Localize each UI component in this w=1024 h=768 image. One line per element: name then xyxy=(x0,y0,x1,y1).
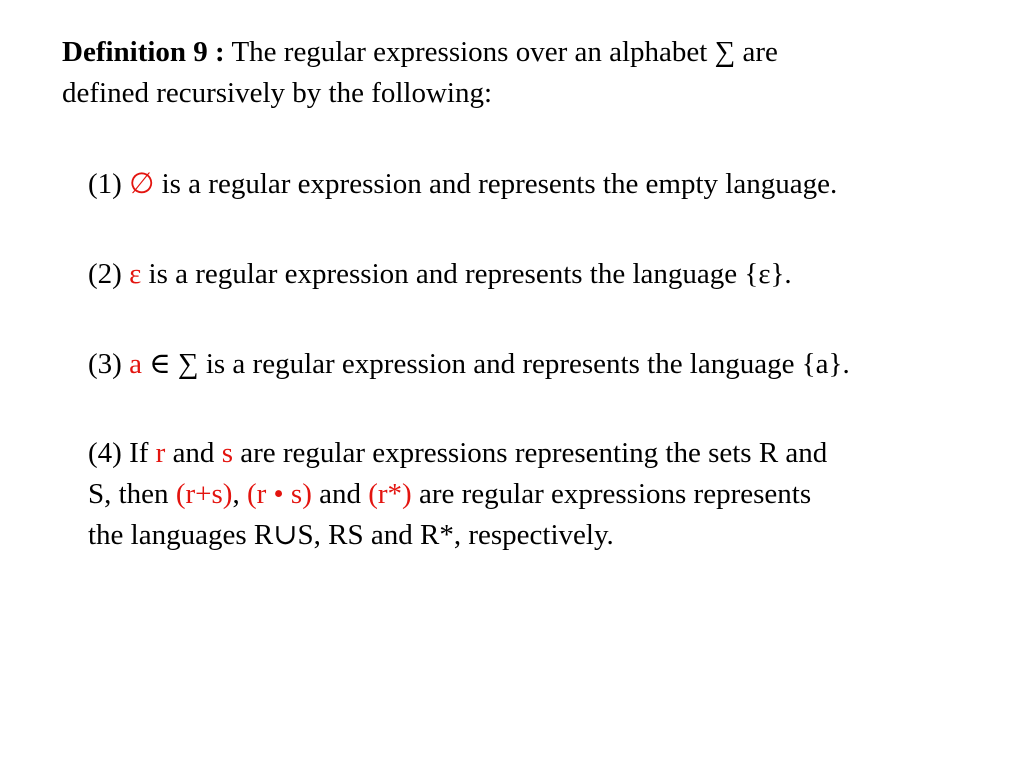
rule-4-text-d: S, then xyxy=(88,478,176,510)
expr-concat: (r • s) xyxy=(246,478,312,510)
rule-4-text-a: (4) If xyxy=(88,437,156,469)
rule-item-4 xyxy=(88,433,827,556)
rule-4-text-g: are regular expressions represents xyxy=(411,478,812,510)
rule-1-text: is a regular expression and represents the empty language. xyxy=(154,168,838,200)
rule-4-text-e: , xyxy=(232,478,247,510)
rule-4-line-1 xyxy=(88,433,827,474)
rule-3-text: ∈ ∑ is a regular expression and represents the language {a}. xyxy=(141,348,850,380)
definition-line-1 xyxy=(62,32,778,73)
epsilon-symbol: ε xyxy=(129,258,142,290)
rule-3-number: (3) xyxy=(88,348,130,380)
definition-line-2: defined recursively by the following: xyxy=(62,77,493,109)
rule-item-3 xyxy=(88,344,850,385)
rule-2-number: (2) xyxy=(88,258,130,290)
rule-4-text-c: are regular expressions representing the sets R and xyxy=(232,437,828,469)
expr-s: s xyxy=(221,437,233,469)
rule-4-line-2 xyxy=(88,474,827,515)
rule-4-text-b: and xyxy=(165,437,222,469)
symbol-a: a xyxy=(129,348,142,380)
expr-r: r xyxy=(155,437,166,469)
definition-text: The regular expressions over an alphabet ∑ are xyxy=(224,36,778,68)
rule-2-text: is a regular expression and represents the language {ε}. xyxy=(141,258,792,290)
expr-union: (r+s) xyxy=(175,478,233,510)
expr-star: (r*) xyxy=(368,478,412,510)
empty-set-symbol: ∅ xyxy=(129,168,155,200)
rule-4-text-f: and xyxy=(311,478,369,510)
definition-paragraph xyxy=(62,32,778,114)
rule-item-2 xyxy=(88,254,792,295)
rule-1-number: (1) xyxy=(88,168,130,200)
definition-label: Definition 9 : xyxy=(62,36,225,68)
rule-4-line-3: the languages R∪S, RS and R*, respectively. xyxy=(88,519,614,551)
rule-item-1 xyxy=(88,164,837,205)
